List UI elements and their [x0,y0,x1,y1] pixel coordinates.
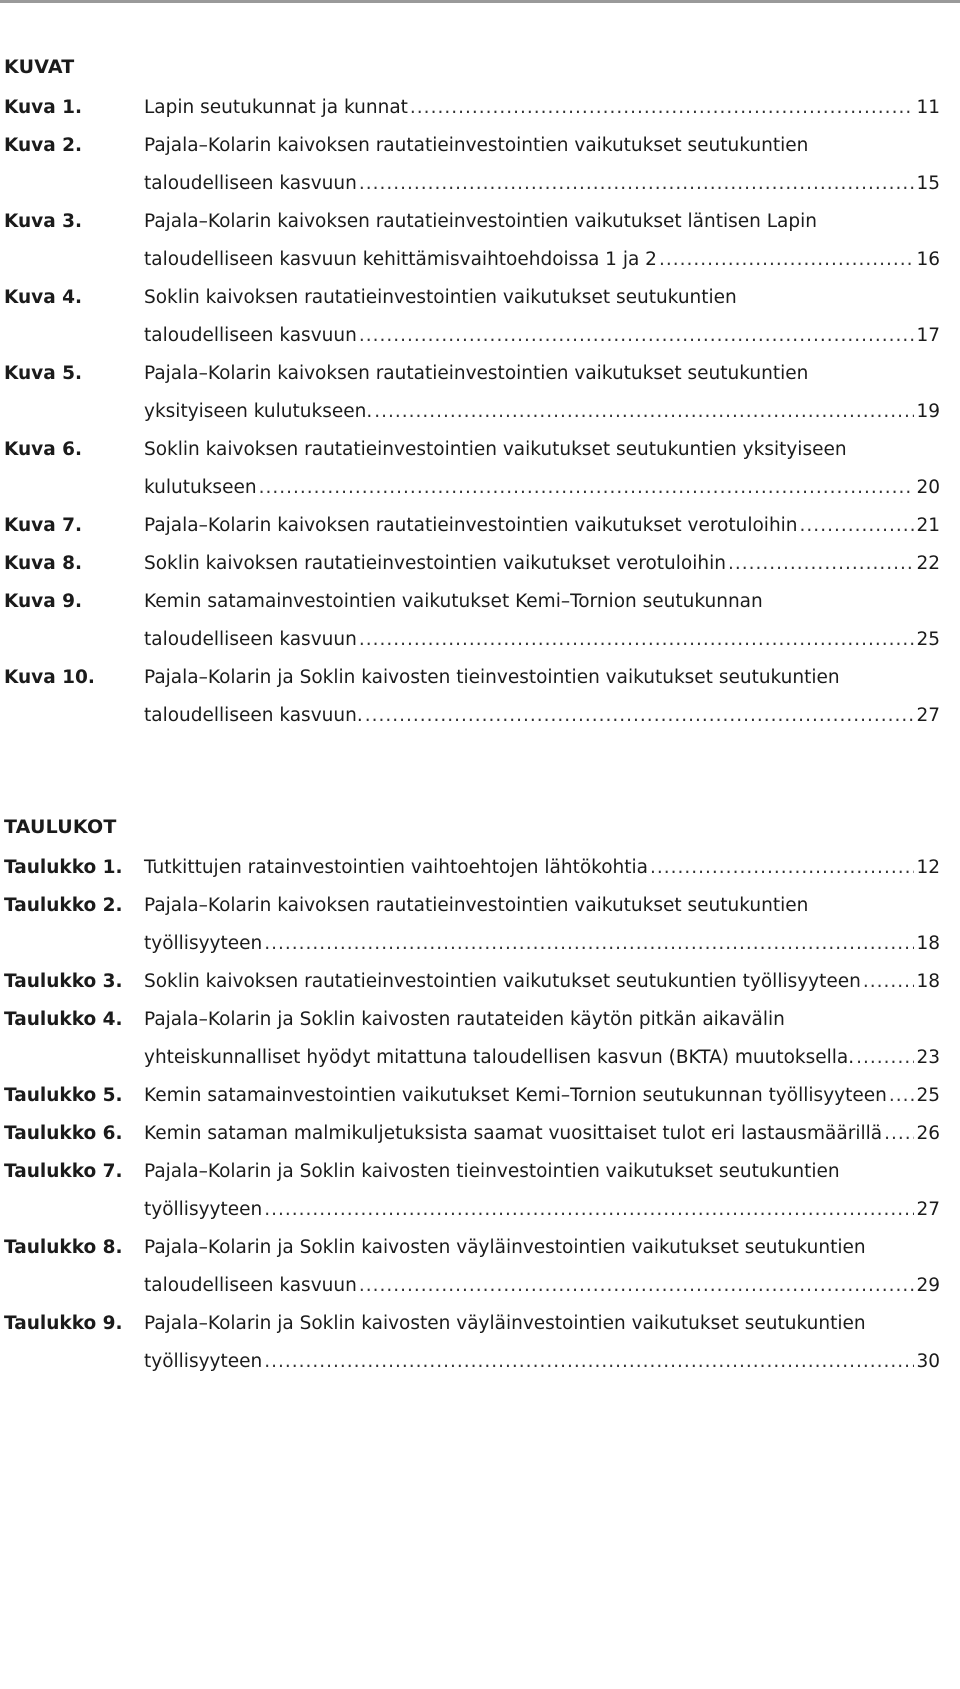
page-number: 22 [916,553,940,574]
page-number: 26 [916,1123,940,1144]
toc-entry[interactable] [4,89,940,127]
dot-leader [800,507,915,545]
page-number: 27 [916,1199,940,1220]
dot-leader [259,469,915,507]
entry-label: Taulukko 6. [4,1123,123,1144]
entry-body [144,1229,940,1305]
dot-leader [359,1267,915,1305]
entry-title-line: Soklin kaivoksen rautatieinvestointien vaikutukset seutukuntien yksityiseen [144,439,847,460]
entry-final-line [144,241,940,279]
entry-label: Taulukko 2. [4,895,123,916]
toc-entry[interactable] [4,355,940,431]
entry-body [144,89,940,127]
toc-entry[interactable] [4,963,940,1001]
entry-final-line [144,963,940,1001]
entry-final-line [144,393,940,431]
page-number: 12 [916,857,940,878]
entry-final-line [144,1343,940,1381]
dot-leader [365,697,915,735]
entry-body [144,849,940,887]
entry-body [144,1305,940,1381]
page-number: 30 [916,1351,940,1372]
entry-body [144,355,940,431]
toc-entry[interactable] [4,1305,940,1381]
entry-label: Taulukko 9. [4,1313,123,1334]
entry-body [144,1001,940,1077]
entry-final-line [144,1191,940,1229]
entry-title-line: työllisyyteen [144,1351,263,1372]
entry-title-line: Pajala–Kolarin kaivoksen rautatieinvestointien vaikutukset seutukuntien [144,363,809,384]
entry-final-line [144,545,940,583]
tables-list [4,815,940,1381]
toc-entry[interactable] [4,1115,940,1153]
entry-body [144,1153,940,1229]
page-number: 18 [916,933,940,954]
entry-body [144,279,940,355]
entry-final-line [144,507,940,545]
toc-entry[interactable] [4,279,940,355]
entry-label: Kuva 9. [4,591,83,612]
entry-title-line: Pajala–Kolarin ja Soklin kaivosten rautateiden käytön pitkän aikavälin [144,1009,785,1030]
entry-label: Taulukko 4. [4,1009,123,1030]
entry-label: Kuva 6. [4,439,83,460]
entry-title-line: Pajala–Kolarin kaivoksen rautatieinvestointien vaikutukset verotuloihin [144,515,798,536]
entry-final-line [144,925,940,963]
page-number: 17 [916,325,940,346]
dot-leader [884,1115,914,1153]
dot-leader [359,621,915,659]
entry-title-line: työllisyyteen [144,933,263,954]
page-number: 19 [916,401,940,422]
entry-label: Kuva 1. [4,97,83,118]
toc-entry[interactable] [4,431,940,507]
toc-entry[interactable] [4,1229,940,1305]
dot-leader [359,165,915,203]
entry-label: Kuva 4. [4,287,83,308]
page-number: 29 [916,1275,940,1296]
entry-title-line: Tutkittujen ratainvestointien vaihtoehtojen lähtökohtia [144,857,648,878]
toc-entry[interactable] [4,1001,940,1077]
dot-leader [264,1191,914,1229]
entry-body [144,1115,940,1153]
tables-heading: TAULUKOT [4,816,117,838]
entry-label: Taulukko 7. [4,1161,123,1182]
page-number: 27 [916,705,940,726]
page-number: 11 [916,97,940,118]
page-number: 25 [916,629,940,650]
entry-body [144,1077,940,1115]
entry-label: Taulukko 8. [4,1237,123,1258]
entry-title-line: Pajala–Kolarin kaivoksen rautatieinvestointien vaikutukset läntisen Lapin [144,211,817,232]
figures-heading: KUVAT [4,56,75,78]
toc-entry[interactable] [4,849,940,887]
entry-title-line: Kemin satamainvestointien vaikutukset Kemi–Tornion seutukunnan [144,591,763,612]
entry-body [144,963,940,1001]
entry-title-line: Pajala–Kolarin kaivoksen rautatieinvestointien vaikutukset seutukuntien [144,895,809,916]
entry-label: Kuva 8. [4,553,83,574]
entry-body [144,583,940,659]
toc-entry[interactable] [4,887,940,963]
dot-leader [359,317,915,355]
entry-final-line [144,89,940,127]
entry-title-line: taloudelliseen kasvuun [144,629,357,650]
entry-title-line: kulutukseen [144,477,257,498]
dot-leader [264,925,914,963]
entry-final-line [144,469,940,507]
entry-body [144,887,940,963]
entry-title-line: Kemin sataman malmikuljetuksista saamat vuosittaiset tulot eri lastausmäärillä [144,1123,883,1144]
page-number: 25 [916,1085,940,1106]
entry-title-line: taloudelliseen kasvuun [144,325,357,346]
page-number: 18 [916,971,940,992]
entry-final-line [144,849,940,887]
entry-title-line: Pajala–Kolarin ja Soklin kaivosten väyläinvestointien vaikutukset seutukuntien [144,1313,866,1334]
entry-title-line: yhteiskunnalliset hyödyt mitattuna taloudellisen kasvun (BKTA) muutoksella. [144,1047,855,1068]
toc-entry[interactable] [4,659,940,735]
tables-entries [4,849,940,1381]
entry-title-line: Soklin kaivoksen rautatieinvestointien vaikutukset verotuloihin [144,553,726,574]
entry-title-line: Lapin seutukunnat ja kunnat [144,97,408,118]
toc-entry[interactable] [4,203,940,279]
entry-title-line: taloudelliseen kasvuun kehittämisvaihtoehdoissa 1 ja 2 [144,249,657,270]
entry-label: Taulukko 1. [4,857,123,878]
entry-final-line [144,1115,940,1153]
entry-final-line [144,1039,940,1077]
entry-body [144,431,940,507]
toc-entry[interactable] [4,545,940,583]
dot-leader [374,393,914,431]
entry-body [144,659,940,735]
entry-label: Kuva 7. [4,515,83,536]
entry-title-line: taloudelliseen kasvuun [144,173,357,194]
page-number: 20 [916,477,940,498]
entry-title-line: Pajala–Kolarin ja Soklin kaivosten tieinvestointien vaikutukset seutukuntien [144,667,840,688]
dot-leader [264,1343,914,1381]
figures-entries [4,89,940,735]
entry-body [144,507,940,545]
dot-leader [650,849,914,887]
entry-label: Kuva 3. [4,211,83,232]
entry-title-line: yksityiseen kulutukseen. [144,401,373,422]
page-number: 15 [916,173,940,194]
entry-final-line [144,697,940,735]
entry-final-line [144,1267,940,1305]
entry-final-line [144,1077,940,1115]
entry-body [144,127,940,203]
page-number: 21 [916,515,940,536]
entry-title-line: Pajala–Kolarin ja Soklin kaivosten tieinvestointien vaikutukset seutukuntien [144,1161,840,1182]
dot-leader [863,963,915,1001]
entry-title-line: Kemin satamainvestointien vaikutukset Kemi–Tornion seutukunnan työllisyyteen [144,1085,887,1106]
toc-entry[interactable] [4,1153,940,1229]
entry-final-line [144,317,940,355]
page-number: 16 [916,249,940,270]
entry-label: Kuva 5. [4,363,83,384]
entry-label: Kuva 2. [4,135,83,156]
entry-body [144,545,940,583]
toc-entry[interactable] [4,507,940,545]
top-rule [0,0,960,3]
entry-title-line: Soklin kaivoksen rautatieinvestointien vaikutukset seutukuntien työllisyyteen [144,971,861,992]
entry-label: Taulukko 5. [4,1085,123,1106]
page-number: 23 [916,1047,940,1068]
toc-entry[interactable] [4,127,940,203]
entry-title-line: Soklin kaivoksen rautatieinvestointien vaikutukset seutukuntien [144,287,737,308]
toc-entry[interactable] [4,583,940,659]
entry-title-line: Pajala–Kolarin ja Soklin kaivosten väyläinvestointien vaikutukset seutukuntien [144,1237,866,1258]
entry-label: Taulukko 3. [4,971,123,992]
dot-leader [728,545,914,583]
entry-title-line: Pajala–Kolarin kaivoksen rautatieinvestointien vaikutukset seutukuntien [144,135,809,156]
dot-leader [889,1077,915,1115]
dot-leader [659,241,915,279]
entry-final-line [144,621,940,659]
entry-label: Kuva 10. [4,667,95,688]
entry-body [144,203,940,279]
entry-title-line: taloudelliseen kasvuun. [144,705,363,726]
entry-final-line [144,165,940,203]
toc-entry[interactable] [4,1077,940,1115]
dot-leader [856,1039,914,1077]
dot-leader [410,89,915,127]
figures-list [4,55,940,735]
entry-title-line: taloudelliseen kasvuun [144,1275,357,1296]
entry-title-line: työllisyyteen [144,1199,263,1220]
